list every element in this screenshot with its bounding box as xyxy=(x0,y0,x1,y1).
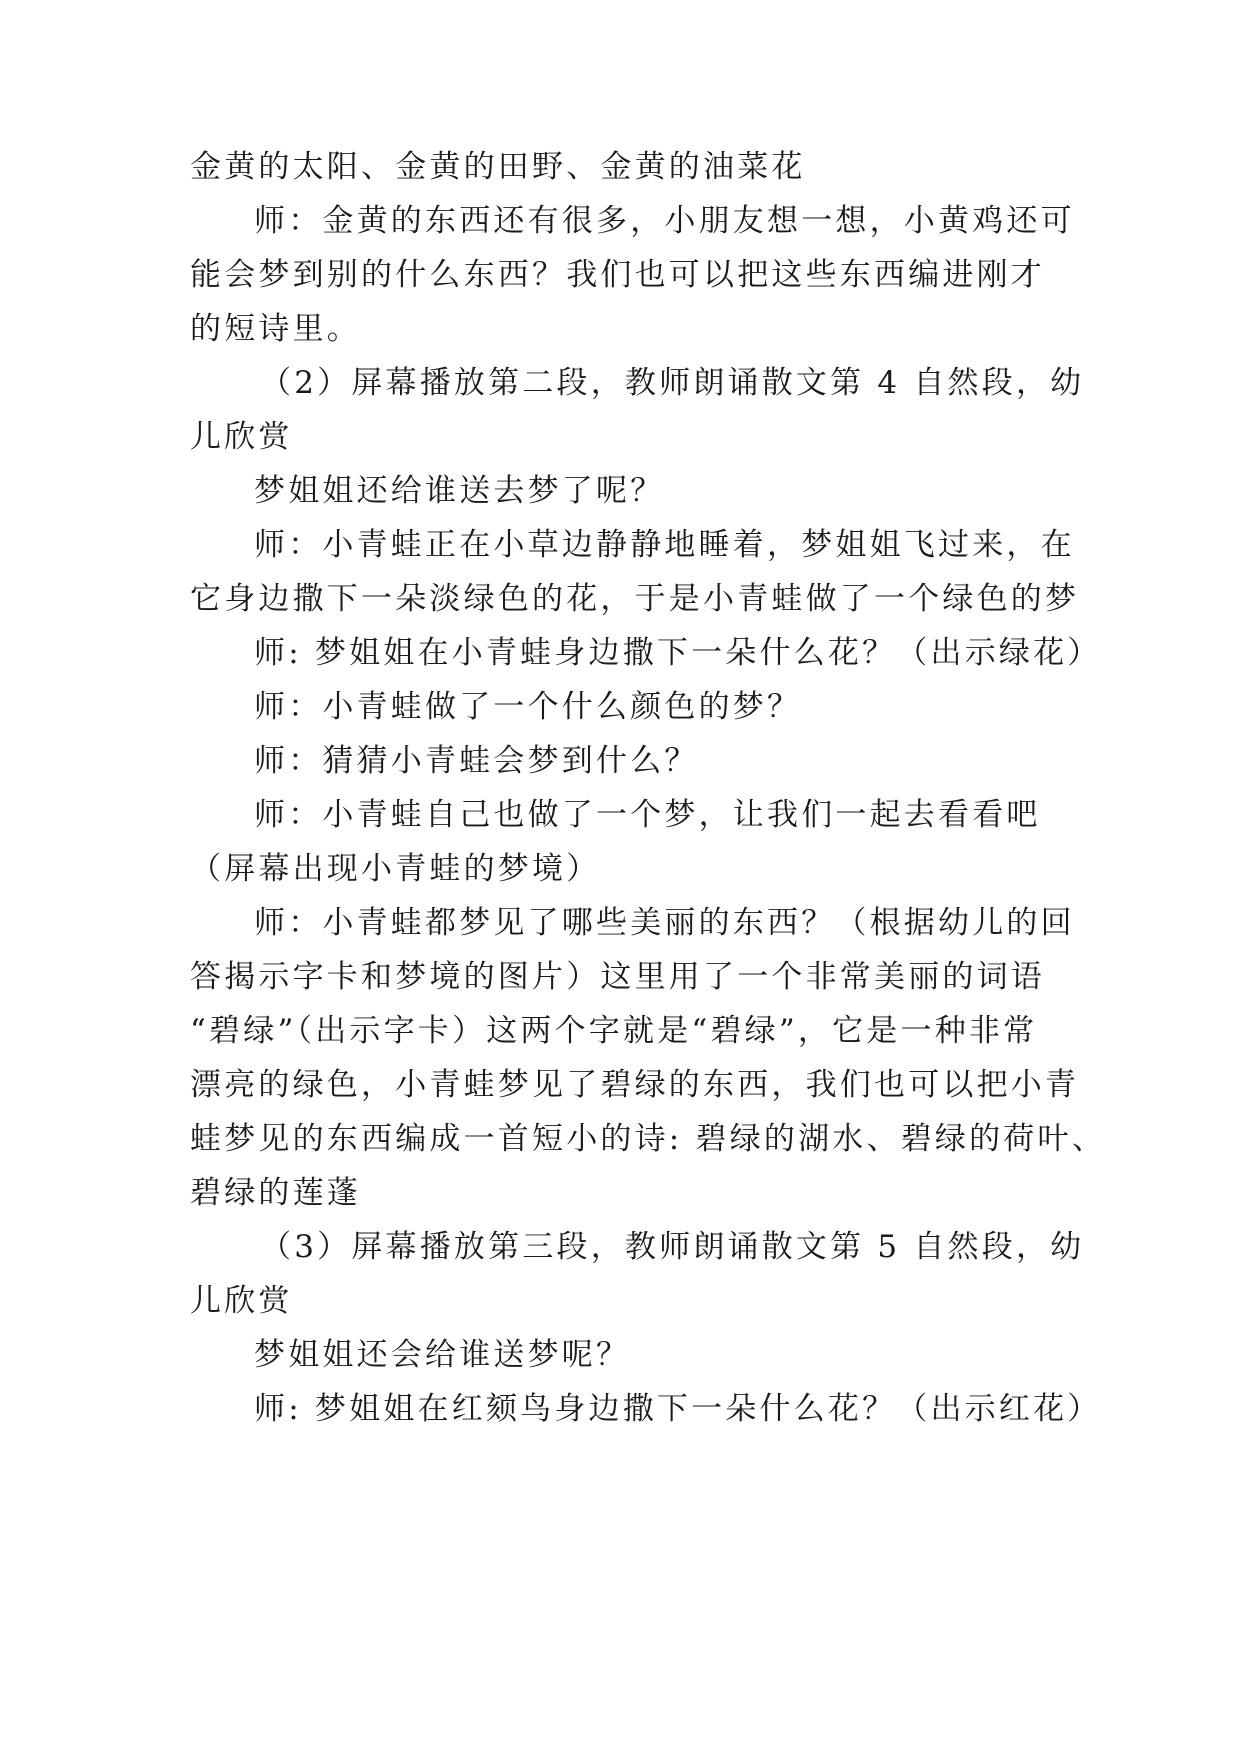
text-line: 答揭示字卡和梦境的图片）这里用了一个非常美丽的词语 xyxy=(190,959,1045,995)
text-line: （2）屏幕播放第二段，教师朗诵散文第 4 自然段，幼 xyxy=(260,365,1085,401)
text-line: 它身边撒下一朵淡绿色的花，于是小青蛙做了一个绿色的梦 xyxy=(190,581,1080,617)
text-line: 儿欣赏 xyxy=(190,419,293,455)
text-line: 师：金黄的东西还有很多，小朋友想一想，小黄鸡还可 xyxy=(254,203,1075,239)
text-line: 梦姐姐还会给谁送梦呢？ xyxy=(254,1337,631,1373)
text-line: 的短诗里。 xyxy=(190,311,361,347)
text-line: 师：猜猜小青蛙会梦到什么？ xyxy=(254,743,699,779)
text-line: 师: 梦姐姐在小青蛙身边撒下一朵什么花？（出示绿花） xyxy=(254,635,1102,671)
text-line: 师：小青蛙都梦见了哪些美丽的东西？（根据幼儿的回 xyxy=(254,905,1075,941)
text-line: （3）屏幕播放第三段，教师朗诵散文第 5 自然段，幼 xyxy=(260,1229,1085,1265)
text-line: 师：小青蛙做了一个什么颜色的梦？ xyxy=(254,689,802,725)
text-line: 师：小青蛙正在小草边静静地睡着，梦姐姐飞过来，在 xyxy=(254,527,1075,563)
text-line: 梦姐姐还给谁送去梦了呢？ xyxy=(254,473,665,509)
text-line: 师：小青蛙自己也做了一个梦，让我们一起去看看吧 xyxy=(254,797,1041,833)
text-line: 师: 梦姐姐在红颏鸟身边撒下一朵什么花？（出示红花） xyxy=(254,1391,1102,1427)
text-line: 金黄的太阳、金黄的田野、金黄的油菜花 xyxy=(190,149,806,185)
text-line: “碧绿”（出示字卡）这两个字就是“碧绿”，它是一种非常 xyxy=(190,1013,1038,1049)
text-line: 碧绿的莲蓬 xyxy=(190,1175,361,1211)
text-line: 漂亮的绿色，小青蛙梦见了碧绿的东西，我们也可以把小青 xyxy=(190,1067,1080,1103)
text-line: 能会梦到别的什么东西？我们也可以把这些东西编进刚才 xyxy=(190,257,1045,293)
text-line: 蛙梦见的东西编成一首短小的诗: 碧绿的湖水、碧绿的荷叶、 xyxy=(190,1121,1106,1157)
text-line: 儿欣赏 xyxy=(190,1283,293,1319)
text-line: （屏幕出现小青蛙的梦境） xyxy=(190,851,601,887)
